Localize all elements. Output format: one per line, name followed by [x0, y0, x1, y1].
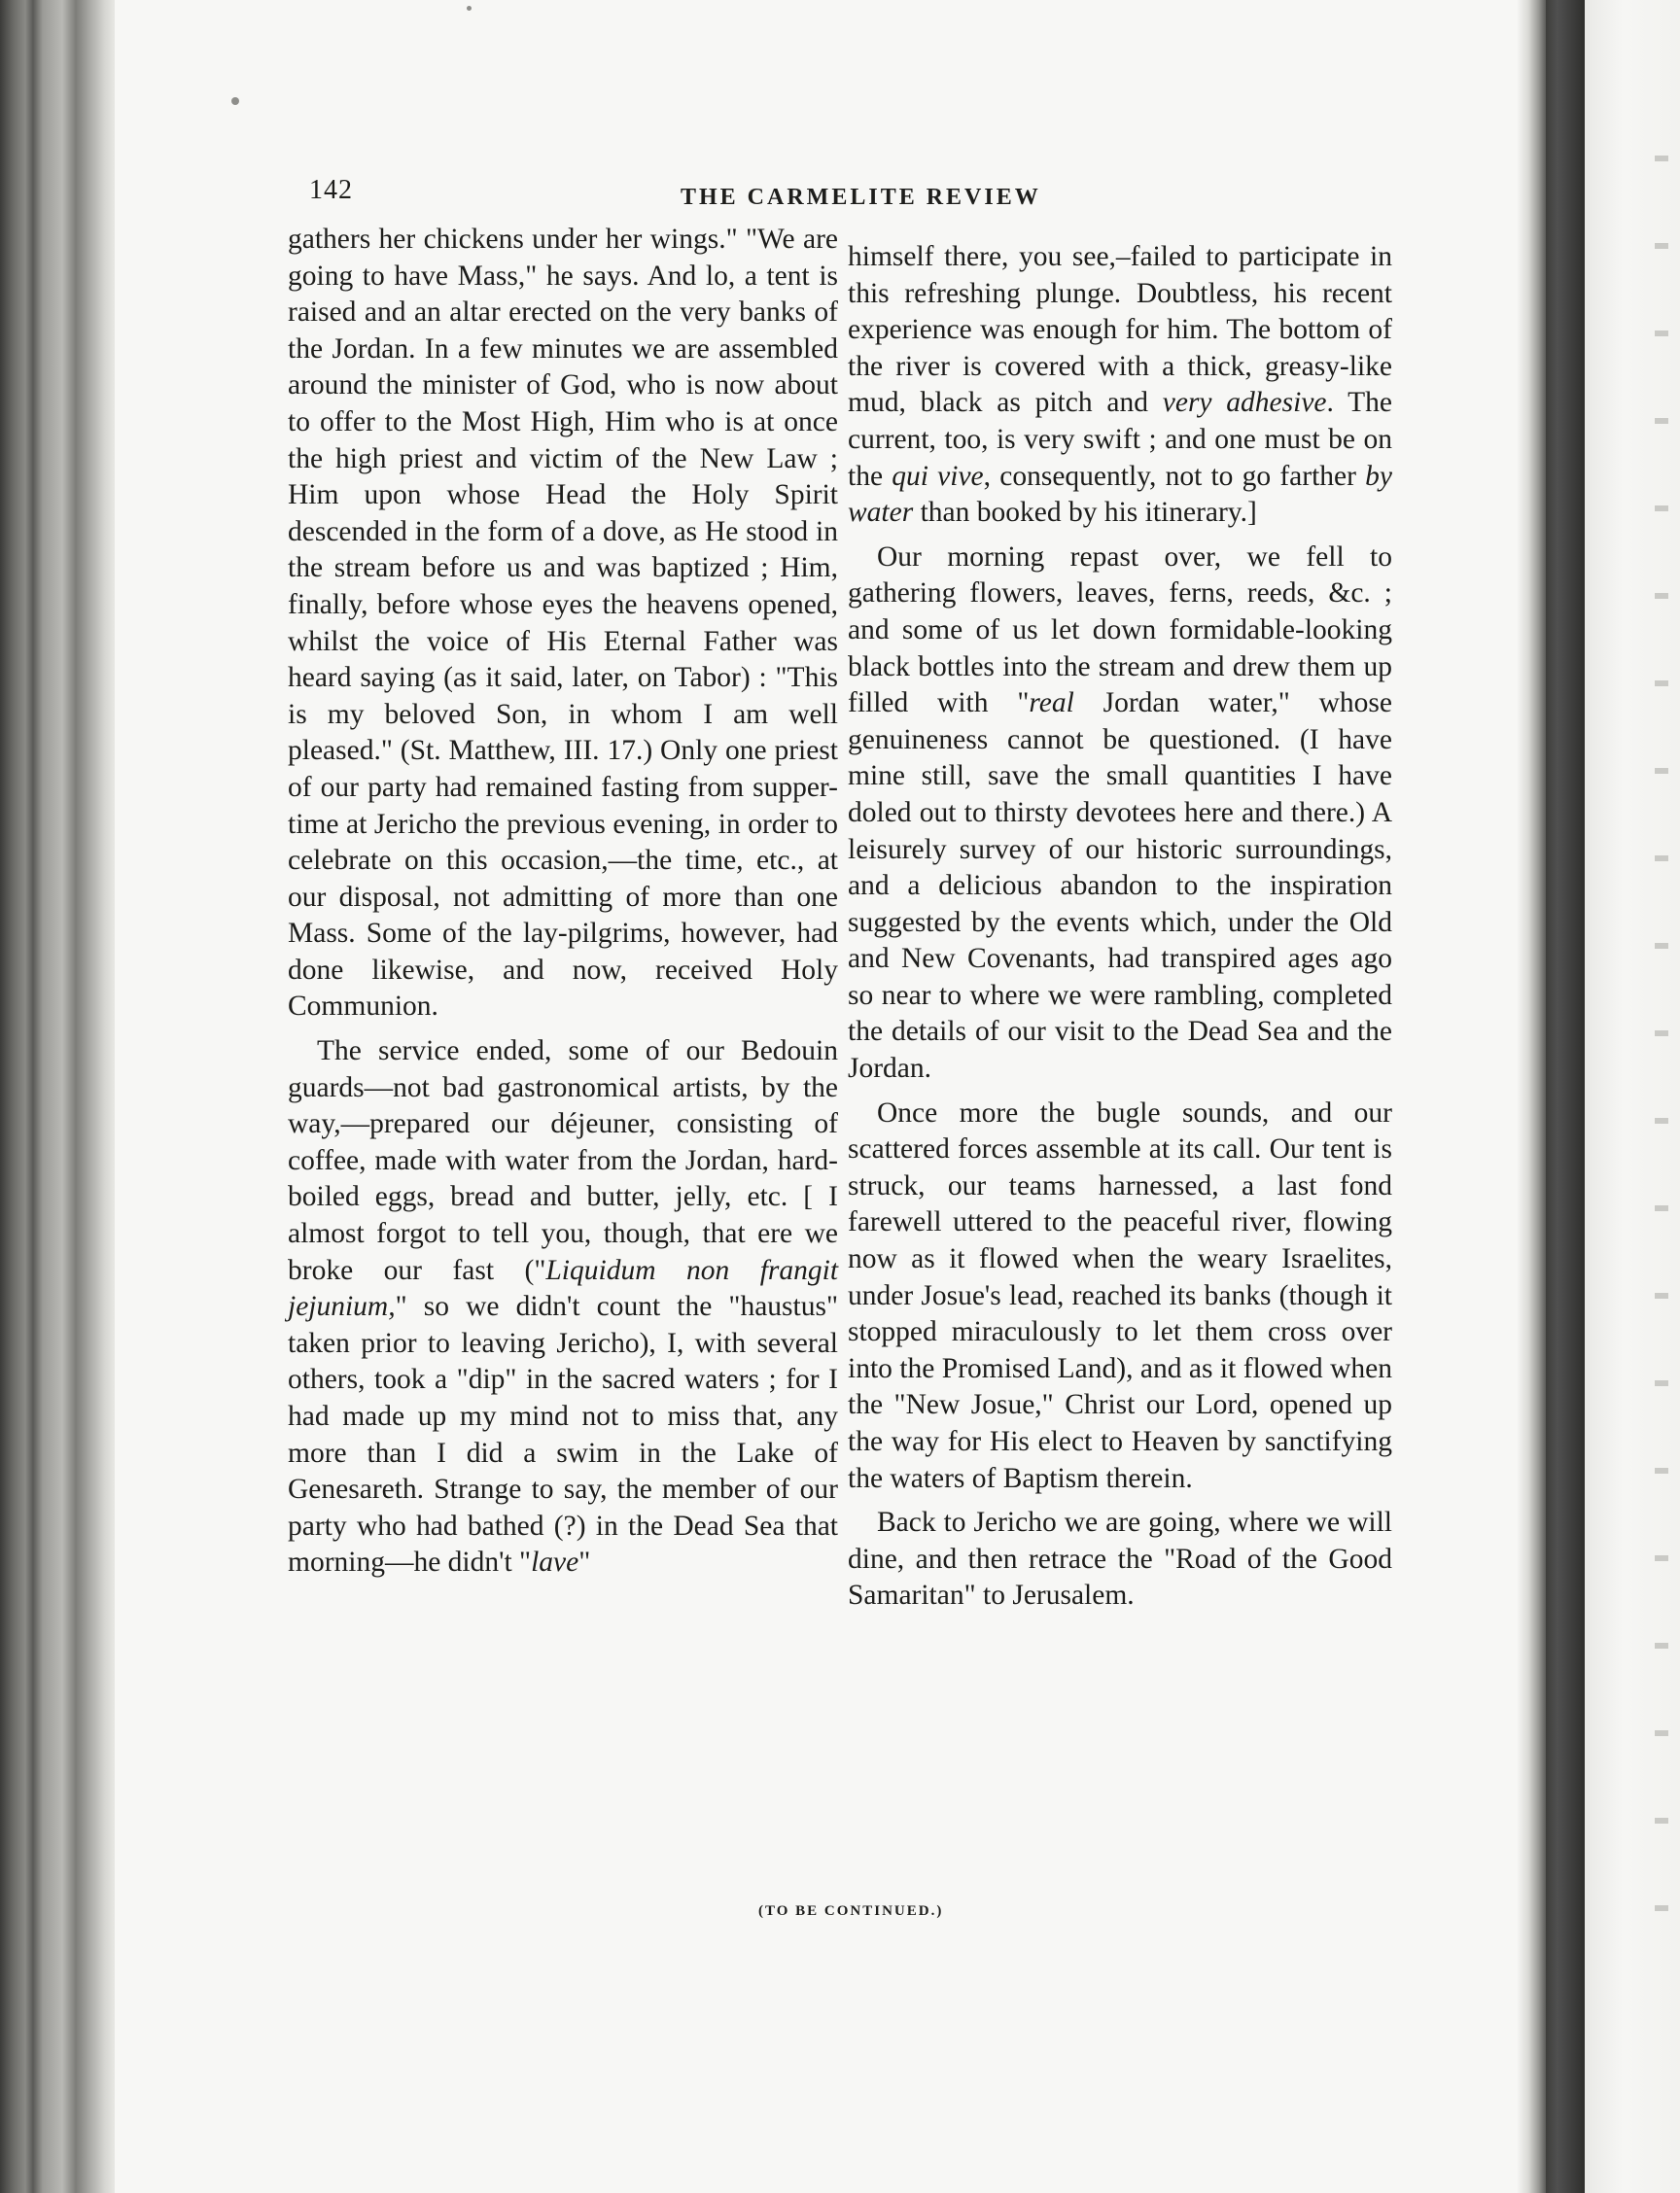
- paragraph: [848, 1096, 1392, 1498]
- text-run: than booked by his itinerary.]: [913, 497, 1257, 529]
- adjacent-binding: [1546, 0, 1585, 2193]
- text-run: gathers her chickens under her wings." "We are going to have Mass," he says. And lo, a tent is raised and an altar erected on the very banks of the Jordan. In a few minutes we are assembled around the minister of God, who is now about to offer to the Most High, Him who is at once the high priest and victim of the New Law ; Him upon whose Head the Holy Spirit descended in the form of a dove, as He stood in the stream before us and was baptized ; Him, finally, before whose eyes the heavens opened, whilst the voice of His Eternal Father was heard saying (as it said, later, on Tabor) : "This is my beloved Son, in whom I am well pleased." (St. Matthew, III. 17.) Only one priest of our party had remained fasting from supper-time at Jericho the previous evening, in order to celebrate on this occasion,—the time, etc., at our disposal, not admitting of more than one Mass. Some of the lay-pilgrims, however, had done likewise, and now, received Holy Communion.: [288, 224, 838, 1023]
- paper-speck: [231, 97, 239, 105]
- paper-speck: [467, 6, 472, 11]
- running-title: THE CARMELITE REVIEW: [681, 185, 1041, 210]
- text-run: Jordan water," whose genuineness cannot be questioned. (I have mine still, save the small quantities I have doled out to thirsty devotees here and there.) A leisurely survey of our historic surroundings, and a delicious abandon to the inspiration suggested by the events which, under the Old and New Covenants, had transpired ages ago so near to where we were rambling, completed the details of our visit to the Dead Sea and the Jordan.: [848, 687, 1392, 1085]
- page-number: 142: [309, 175, 353, 205]
- text-run: The service ended, some of our Bedouin guards—not bad gastronomical artists, by the way,—prepared our déjeuner, consisting of coffee, made with water from the Jordan, hard-boiled eggs, bread and butter, jelly, etc. [ I almost forgot to tell you, though, that ere we broke our fast (": [288, 1035, 838, 1286]
- page-edge-shadow: [1517, 0, 1546, 2193]
- text-run: , consequently, not to go farther: [983, 460, 1366, 492]
- paragraph: [288, 1033, 838, 1582]
- paragraph: [848, 1505, 1392, 1615]
- right-column: [848, 239, 1392, 1615]
- left-column: [288, 222, 838, 1582]
- italic-phrase: by water: [848, 460, 1392, 529]
- text-run: " so we didn't count the "haustus" taken prior to leaving Jericho), I, with several others, took a "dip" in the sacred waters ; for I had made up my mind not to miss that, any more than I did a swim in the Lake of Genesareth. Strange to say, the member of our party who had bathed (?) in the Dead Sea that morning—he didn't ": [288, 1291, 838, 1579]
- book-gutter: [0, 0, 115, 2193]
- text-run: himself there, you see,–failed to participate in this refreshing plunge. Doubtless, his recent experience was enough for him. The bottom of the river is covered with a thick, greasy-like mud, black as pitch and: [848, 241, 1392, 419]
- italic-phrase: lave: [531, 1547, 579, 1579]
- italic-phrase: Liquidum non frangit jejunium,: [288, 1254, 839, 1323]
- text-run: Once more the bugle sounds, and our scattered forces assemble at its call. Our tent is struck, our teams harnessed, a last fond farewell uttered to the peaceful river, flowing now as it flowed when the weary Israelites, under Josue's lead, reached its banks (though it stopped miraculously to let them cross over into the Promised Land), and as it flowed when the "New Josue," Christ our Lord, opened up the way for His elect to Heaven by sanctifying the waters of Baptism therein.: [848, 1096, 1392, 1494]
- text-run: . The current, too, is very swift ; and one must be on the: [848, 387, 1393, 492]
- paragraph: [288, 222, 838, 1026]
- to-be-continued-note: (TO BE CONTINUED.): [758, 1903, 944, 1919]
- paragraph: [848, 540, 1392, 1088]
- bleed-through-marks: [1655, 117, 1668, 1964]
- italic-phrase: real: [1029, 687, 1074, 719]
- paragraph: [848, 239, 1392, 532]
- text-run: Our morning repast over, we fell to gathering flowers, leaves, ferns, reeds, &c. ; and some of us let down formidable-looking black bottles into the stream and drew them up filled with ": [848, 540, 1392, 719]
- italic-phrase: qui vive: [892, 460, 984, 492]
- italic-phrase: very adhesive: [1162, 387, 1327, 419]
- text-run: Back to Jericho we are going, where we will dine, and then retrace the "Road of the Good Samaritan" to Jerusalem.: [848, 1507, 1392, 1612]
- text-run: ": [578, 1547, 591, 1579]
